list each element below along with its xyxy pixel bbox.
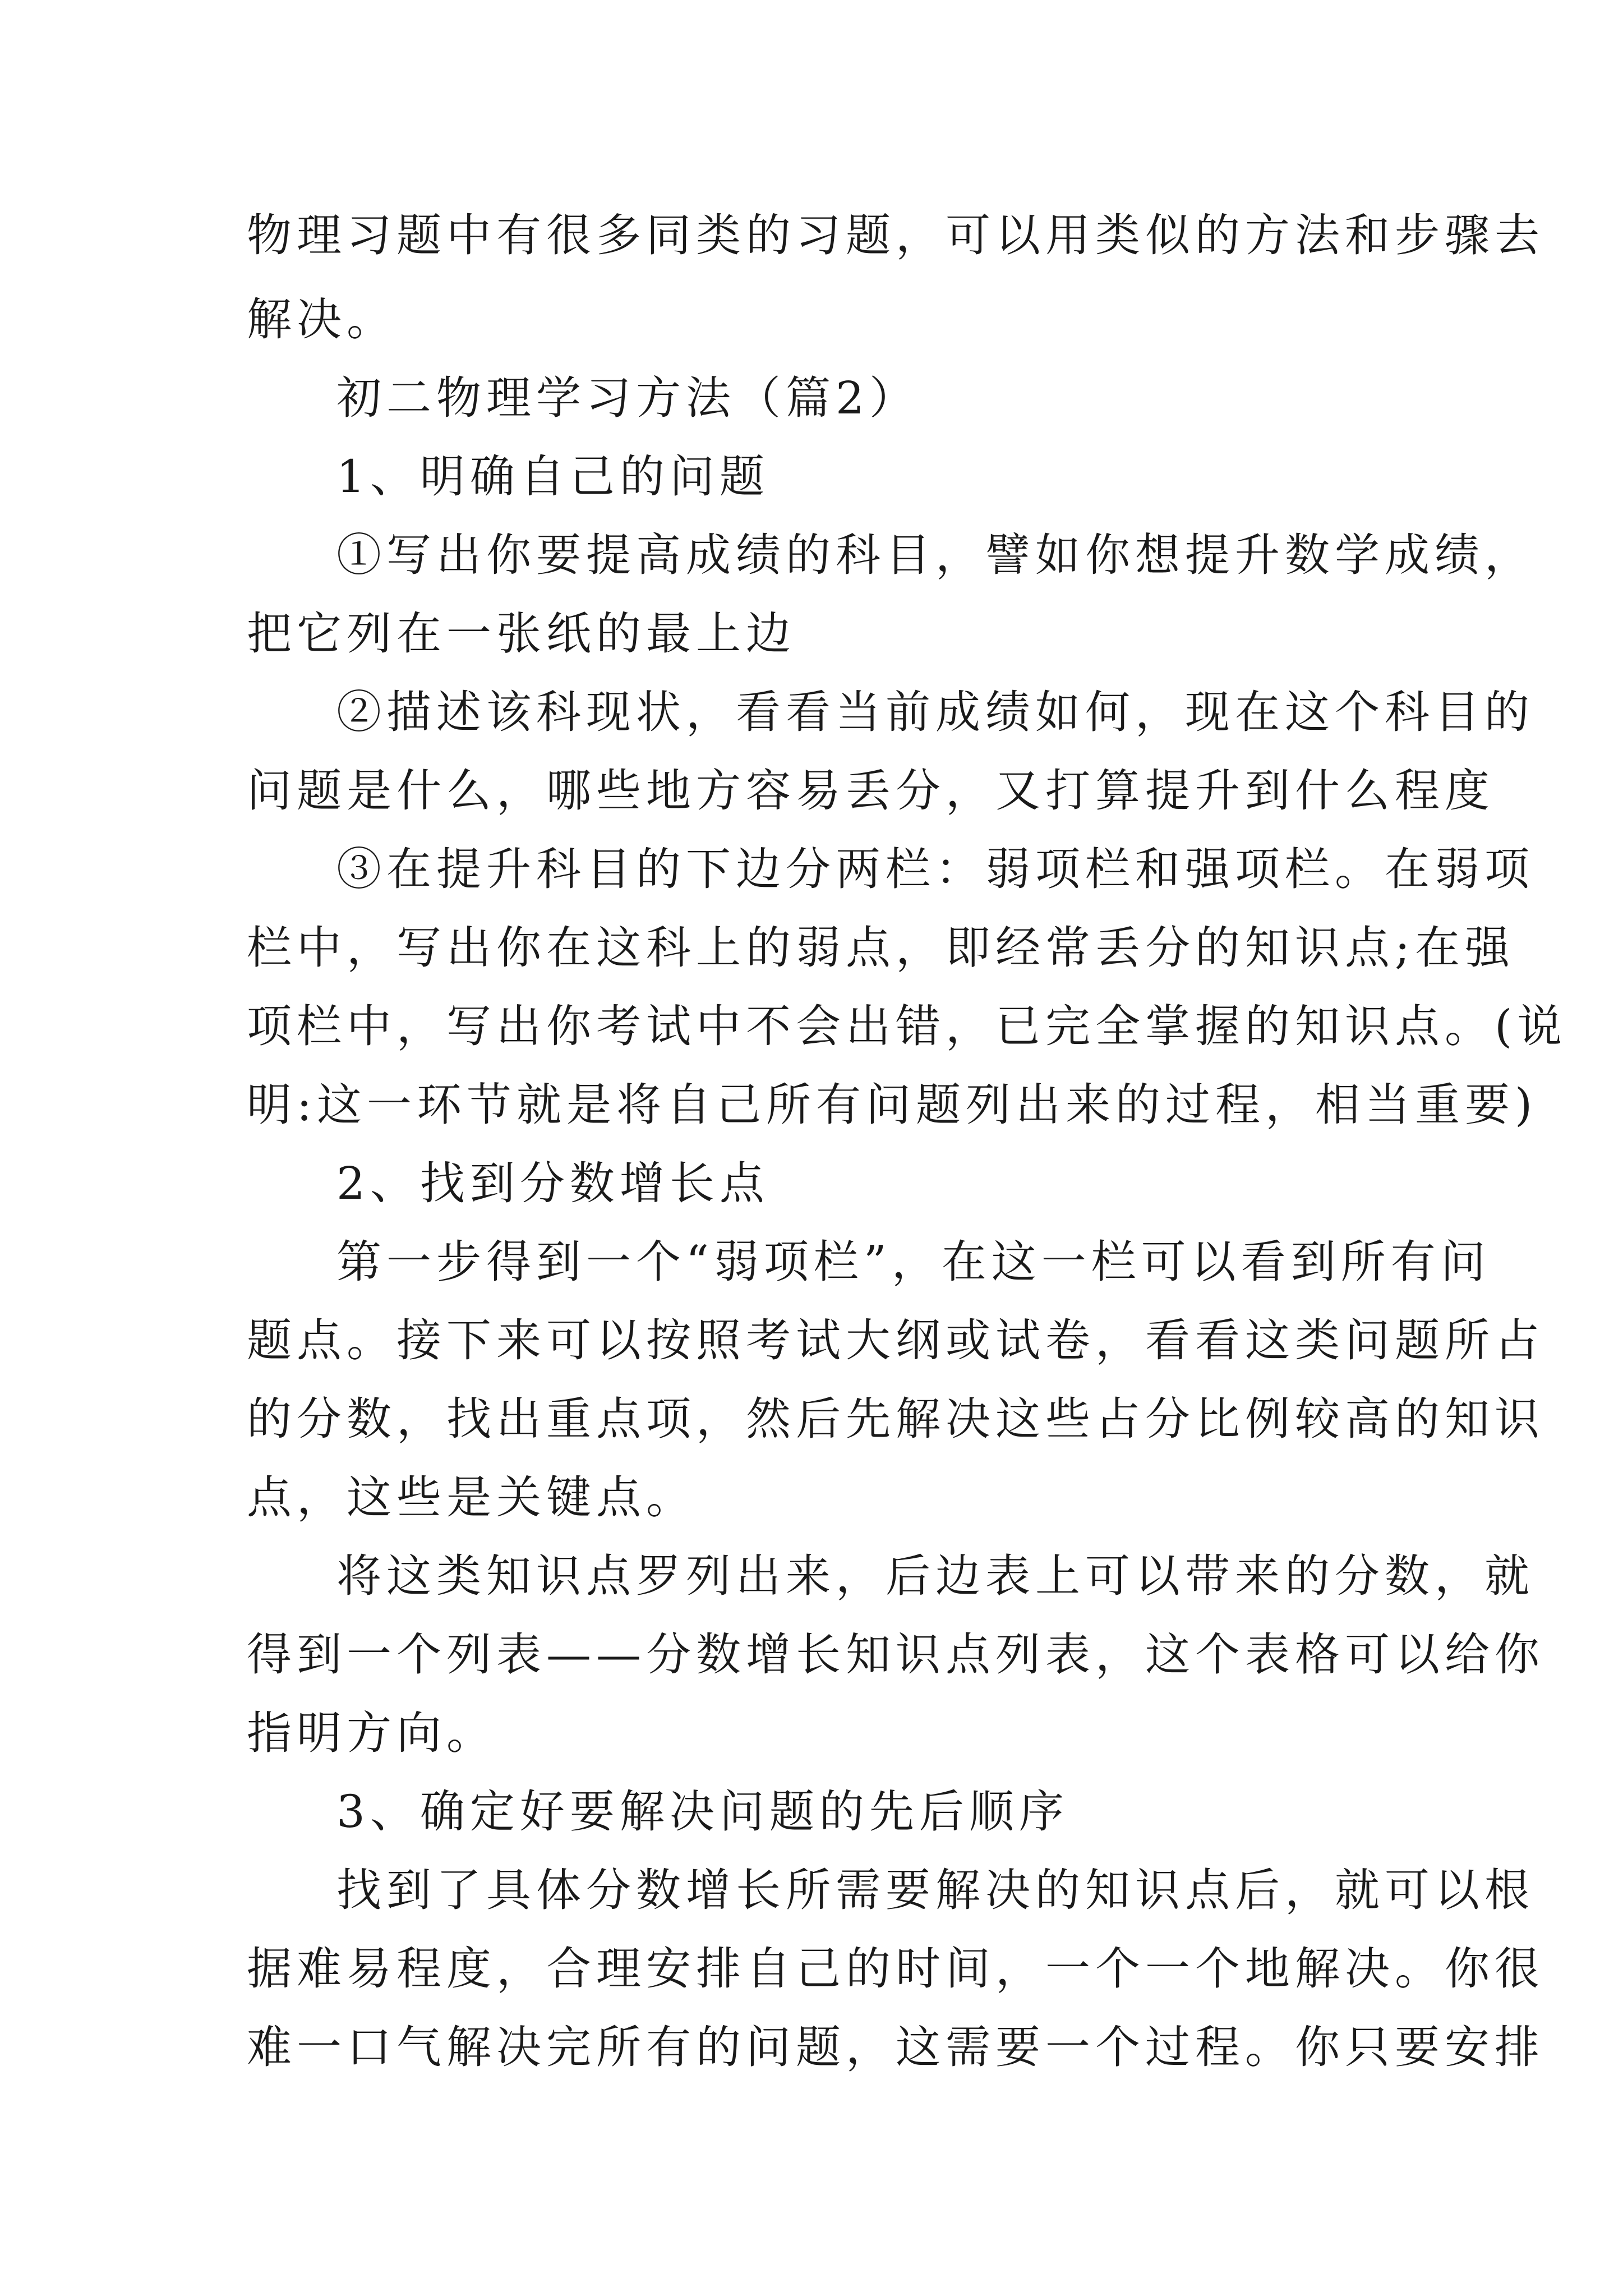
text-line: 题点。接下来可以按照考试大纲或试卷，看看这类问题所占 — [247, 1314, 1544, 1366]
section-heading: 初二物理学习方法（篇2） — [336, 372, 919, 424]
text-line: 明:这一环节就是将自己所有问题列出来的过程，相当重要) — [247, 1079, 1538, 1131]
step-heading: 1、明确自己的问题 — [336, 450, 769, 503]
text-line: 指明方向。 — [247, 1707, 496, 1759]
text-line: 难一口气解决完所有的问题，这需要一个过程。你只要安排 — [247, 2021, 1544, 2073]
step-heading: 2、找到分数增长点 — [336, 1157, 769, 1209]
text-line: 栏中，写出你在这科上的弱点，即经常丢分的知识点;在强 — [247, 922, 1515, 974]
text-line: 问题是什么，哪些地方容易丢分，又打算提升到什么程度 — [247, 765, 1495, 817]
text-line: 第一步得到一个“弱项栏”，在这一栏可以看到所有问 — [336, 1236, 1491, 1288]
text-line: 把它列在一张纸的最上边 — [247, 608, 796, 660]
text-line: 解决。 — [247, 293, 396, 346]
text-line: 据难易程度，合理安排自己的时间，一个一个地解决。你很 — [247, 1943, 1544, 1995]
text-line: ①写出你要提高成绩的科目，譬如你想提升数学成绩， — [336, 529, 1534, 581]
text-line: 的分数，找出重点项，然后先解决这些占分比例较高的知识 — [247, 1393, 1544, 1445]
step-heading: 3、确定好要解决问题的先后顺序 — [336, 1786, 1069, 1838]
text-line: 点，这些是关键点。 — [247, 1471, 696, 1524]
text-line: 得到一个列表——分数增长知识点列表，这个表格可以给你 — [247, 1628, 1544, 1681]
text-line: 物理习题中有很多同类的习题，可以用类似的方法和步骤去 — [247, 209, 1544, 261]
text-line: 找到了具体分数增长所需要解决的知识点后，就可以根 — [336, 1864, 1534, 1916]
text-line: ②描述该科现状，看看当前成绩如何，现在这个科目的 — [336, 686, 1534, 738]
text-line: 项栏中，写出你考试中不会出错，已完全掌握的知识点。(说 — [247, 1000, 1567, 1052]
text-line: ③在提升科目的下边分两栏：弱项栏和强项栏。在弱项 — [336, 843, 1534, 895]
text-line: 将这类知识点罗列出来，后边表上可以带来的分数，就 — [336, 1550, 1534, 1602]
